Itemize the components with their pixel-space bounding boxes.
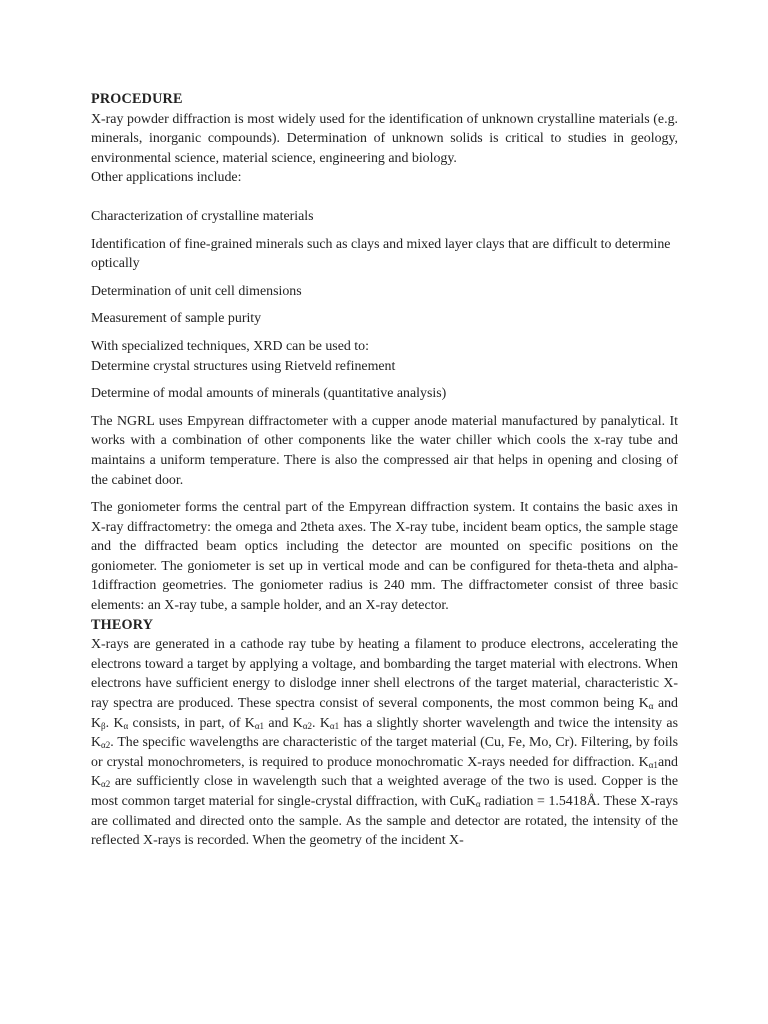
procedure-intro-paragraph: X-ray powder diffraction is most widely used for the identification of unknown crystalline materials (e.g. minerals, inorganic compounds). Determination of unknown solids is critical to studies in geology, environmental science, material science, engineering and biology. (91, 111, 678, 166)
theory-paragraph: X-rays are generated in a cathode ray tube by heating a filament to produce electrons, accelerating the electrons toward a target by applying a voltage, and bombarding the target material with electrons. When electrons have sufficient energy to dislodge inner shell electrons of the target material, characteristic X-ray spectra are produced. These spectra consist of several components, the most common being $K_\alpha$ and $K_\beta$. $K_\alpha$ consists, in part, of $K_{\alpha 1}$ and $K_{\alpha 2}$. $K_{\alpha 1}$ has a slightly shorter wavelength and twice the intensity as $K_{\alpha 2}$. The specific wavelengths are characteristic of the target material (Cu, Fe, Mo, Cr). Filtering, by foils or crystal monochrometers, is required to produce monochromatic X-rays needed for diffraction. $K_{\alpha 1}and$ $K_{\alpha 2}$ are sufficiently close in wavelength such that a weighted average of the two is used. Copper is the most common target material for single-crystal diffraction, with CuK$_\alpha$ radiation = 1.5418Å. These X-rays are collimated and directed onto the sample. As the sample and detector are rotated, the intensity of the reflected X-rays is recorded. When the geometry of the incident X- (91, 637, 679, 849)
other-applications-label: Other applications include: (91, 170, 242, 186)
theory-heading: THEORY (91, 616, 154, 633)
specialized-item: Determine crystal structures using Rietveld refinement (91, 358, 396, 374)
goniometer-paragraph: The goniometer forms the central part of the Empyrean diffraction system. It contains the basic axes in X-ray diffractometry: the omega and 2theta axes. The X-ray tube, incident beam optics, the sample stage and the diffracted beam optics including the detector are mounted on specific positions on the goniometer. The goniometer is set up in vertical mode and can be configured for theta-theta and alpha-1diffraction geometries. The goniometer radius is 240 mm. The diffractometer consist of three basic elements: an X-ray tube, a sample holder, and an X-ray detector. (91, 500, 678, 614)
application-item: Characterization of crystalline materials (91, 208, 314, 224)
application-item: Identification of fine-grained minerals such as clays and mixed layer clays that are difficult to determine optically (91, 236, 671, 272)
application-item: Determination of unit cell dimensions (91, 283, 302, 299)
specialized-intro: With specialized techniques, XRD can be used to: (91, 338, 369, 354)
procedure-heading: PROCEDURE (91, 91, 183, 107)
ngrl-paragraph: The NGRL uses Empyrean diffractometer with a cupper anode material manufactured by panalytical. It works with a combination of other components like the water chiller which cools the x-ray tube and maintains a uniform temperature. There is also the compressed air that helps in opening and closing of the cabinet door. (91, 413, 678, 488)
spacer (91, 188, 678, 207)
specialized-item: Determine of modal amounts of minerals (quantitative analysis) (91, 386, 447, 402)
application-item: Measurement of sample purity (91, 311, 262, 327)
